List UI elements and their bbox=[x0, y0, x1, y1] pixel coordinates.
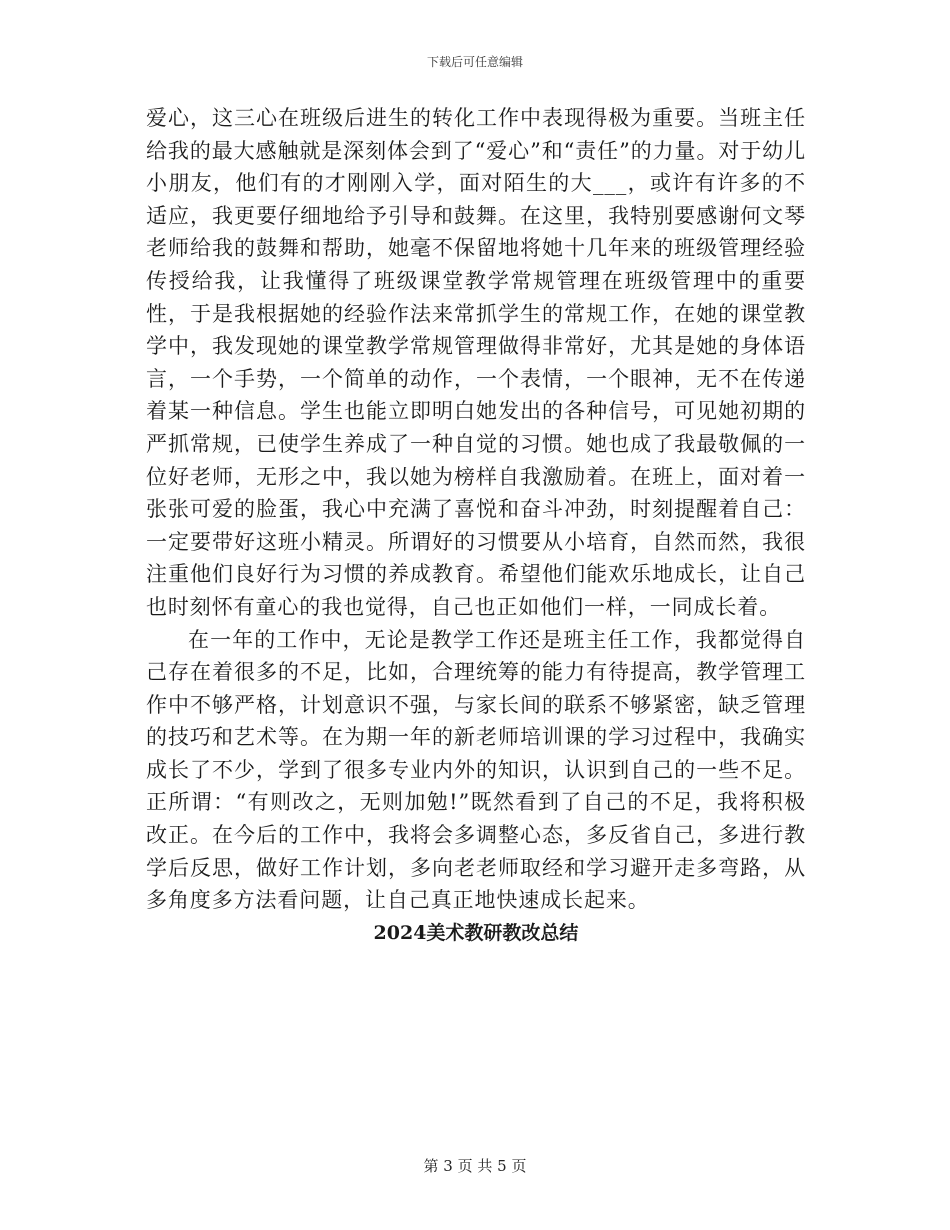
section-title: 2024美术教研教改总结 bbox=[373, 921, 579, 944]
paragraph-shortcomings: 在一年的工作中，无论是教学工作还是班主任工作，我都觉得自己存在着很多的不足，比如，合理统筹的能力有待提高，教学管理工作中不够严格，计划意识不强，与家长间的联系不够紧密，缺乏管理的技巧和艺术等。在为期一年的新老师培训课的学习过程中，我确实成长了不少，学到了很多专业内外的知识，认识到自己的一些不足。正所谓：“有则改之，无则加勉!”既然看到了自己的不足，我将积极改正。在今后的工作中，我将会多调整心态，多反省自己，多进行教学后反思，做好工作计划，多向老老师取经和学习避开走多弯路，从多角度多方法看问题，让自己真正地快速成长起来。 bbox=[146, 627, 806, 913]
document-body bbox=[146, 102, 806, 949]
paragraph-continued: 爱心，这三心在班级后进生的转化工作中表现得极为重要。当班主任给我的最大感触就是深刻体会到了“爱心”和“责任”的力量。对于幼儿小朋友，他们有的才刚刚入学，面对陌生的大___，或许有许多的不适应，我更要仔细地给予引导和鼓舞。在这里，我特别要感谢何文琴老师给我的鼓舞和帮助，她毫不保留地将她十几年来的班级管理经验传授给我，让我懂得了班级课堂教学常规管理在班级管理中的重要性，于是我根据她的经验作法来常抓学生的常规工作，在她的课堂教学中，我发现她的课堂教学常规管理做得非常好，尤其是她的身体语言，一个手势，一个简单的动作，一个表情，一个眼神，无不在传递着某一种信息。学生也能立即明白她发出的各种信号，可见她初期的严抓常规，已使学生养成了一种自觉的习惯。她也成了我最敬佩的一位好老师，无形之中，我以她为榜样自我激励着。在班上，面对着一张张可爱的脸蛋，我心中充满了喜悦和奋斗冲劲，时刻提醒着自己：一定要带好这班小精灵。所谓好的习惯要从小培育，自然而然，我很注重他们良好行为习惯的养成教育。希望他们能欢乐地成长，让自己也时刻怀有童心的我也觉得，自己也正如他们一样，一同成长着。 bbox=[146, 106, 806, 619]
page-number: 第 3 页 共 5 页 bbox=[423, 1157, 527, 1175]
header-note: 下载后可任意编辑 bbox=[426, 55, 523, 69]
